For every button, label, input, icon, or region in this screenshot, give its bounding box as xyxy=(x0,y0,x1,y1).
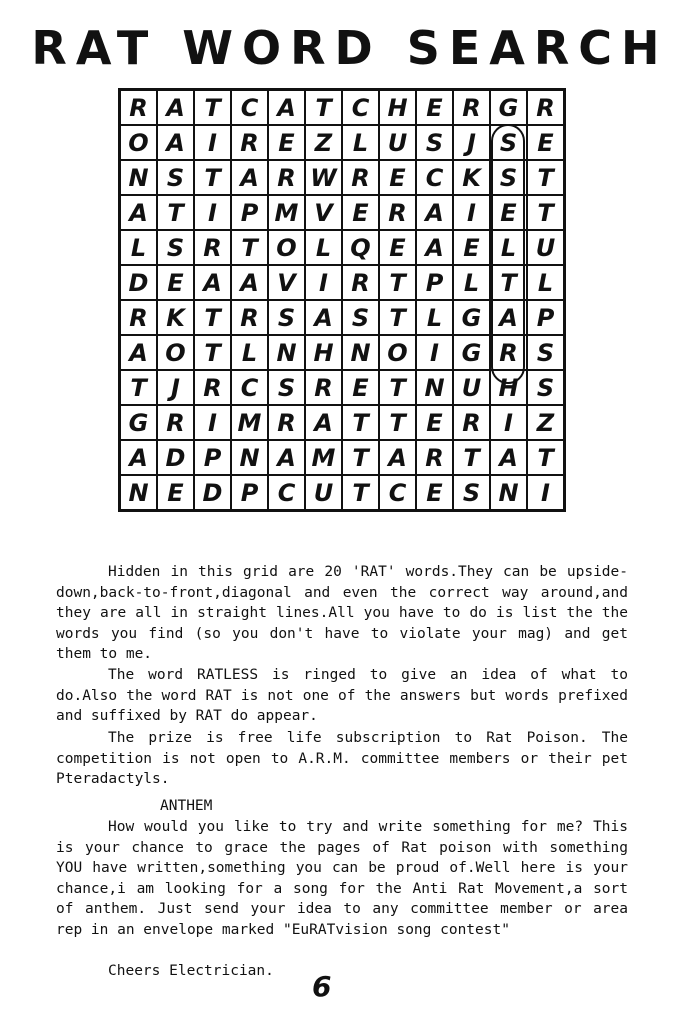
grid-cell: A xyxy=(416,195,453,230)
grid-cell: E xyxy=(157,265,194,300)
grid-cell: D xyxy=(120,265,158,300)
grid-cell: C xyxy=(231,370,268,405)
grid-row xyxy=(120,440,565,475)
grid-cell: E xyxy=(490,195,527,230)
grid-cell: E xyxy=(342,370,379,405)
grid-cell: G xyxy=(490,90,527,126)
grid-cell: V xyxy=(305,195,342,230)
grid-row xyxy=(120,90,565,126)
grid-cell: G xyxy=(453,300,490,335)
instructions-paragraph: Hidden in this grid are 20 'RAT' words.They can be upside-down,back-to-front,diagonal and even the correct way around,and they are all in straight lines.All you have to do is list the the words you find (so you don't have to violate your mag) and get them to me. xyxy=(56,564,628,662)
grid-cell: D xyxy=(157,440,194,475)
grid-cell: O xyxy=(379,335,416,370)
grid-cell: U xyxy=(305,475,342,511)
grid-cell: R xyxy=(305,370,342,405)
grid-cell: A xyxy=(490,440,527,475)
grid-cell: A xyxy=(120,335,158,370)
grid-cell: A xyxy=(194,265,231,300)
example-paragraph: The word RATLESS is ringed to give an idea of what to do.Also the word RAT is not one of the answers but words prefixed and suffixed by RAT do appear. xyxy=(56,667,628,724)
grid-cell: S xyxy=(490,160,527,195)
grid-cell: T xyxy=(527,195,565,230)
grid-cell: L xyxy=(231,335,268,370)
grid-cell: N xyxy=(120,160,158,195)
grid-row xyxy=(120,405,565,440)
grid-cell: A xyxy=(268,440,305,475)
grid-cell: R xyxy=(231,300,268,335)
grid-cell: T xyxy=(527,160,565,195)
grid-cell: S xyxy=(527,370,565,405)
grid-cell: K xyxy=(157,300,194,335)
grid-cell: C xyxy=(268,475,305,511)
grid-cell: L xyxy=(120,230,158,265)
grid-cell: E xyxy=(268,125,305,160)
grid-cell: V xyxy=(268,265,305,300)
grid-cell: G xyxy=(453,335,490,370)
grid-cell: E xyxy=(416,90,453,126)
grid-cell: R xyxy=(194,230,231,265)
grid-cell: R xyxy=(120,300,158,335)
grid-cell: H xyxy=(379,90,416,126)
page-number: 6 xyxy=(312,970,332,1003)
grid-cell: R xyxy=(416,440,453,475)
grid-cell: T xyxy=(305,90,342,126)
grid-cell: C xyxy=(342,90,379,126)
grid-cell: T xyxy=(527,440,565,475)
grid-cell: M xyxy=(231,405,268,440)
grid-cell: G xyxy=(120,405,158,440)
grid-cell: T xyxy=(120,370,158,405)
grid-cell: C xyxy=(379,475,416,511)
grid-cell: L xyxy=(416,300,453,335)
grid-cell: I xyxy=(453,195,490,230)
grid-cell: S xyxy=(453,475,490,511)
grid-cell: R xyxy=(379,195,416,230)
grid-cell: R xyxy=(342,265,379,300)
anthem-paragraph: How would you like to try and write something for me? This is your chance to grace the pages of Rat poison with something YOU have written,something you can be proud of.Well here is your chance,i am looking for a song for the Anti Rat Movement,a sort of anthem. Just send your idea to any committee member or area rep in an envelope marked "EuRATvision song contest" xyxy=(56,819,628,938)
grid-cell: T xyxy=(379,405,416,440)
grid-cell: P xyxy=(231,475,268,511)
grid-cell: E xyxy=(527,125,565,160)
grid-cell: A xyxy=(416,230,453,265)
grid-cell: R xyxy=(194,370,231,405)
grid-cell: T xyxy=(379,370,416,405)
grid-cell: R xyxy=(268,160,305,195)
grid-cell: L xyxy=(305,230,342,265)
grid-cell: S xyxy=(157,160,194,195)
grid-cell: S xyxy=(157,230,194,265)
grid-cell: E xyxy=(379,230,416,265)
grid-cell: L xyxy=(490,230,527,265)
grid-cell: T xyxy=(194,300,231,335)
grid-cell: P xyxy=(527,300,565,335)
grid-cell: R xyxy=(268,405,305,440)
grid-cell: R xyxy=(527,90,565,126)
grid-cell: O xyxy=(157,335,194,370)
grid-cell: N xyxy=(231,440,268,475)
grid-cell: N xyxy=(342,335,379,370)
grid-cell: T xyxy=(342,405,379,440)
grid-cell: U xyxy=(379,125,416,160)
grid-cell: T xyxy=(453,440,490,475)
grid-cell: S xyxy=(342,300,379,335)
grid-cell: U xyxy=(527,230,565,265)
grid-cell: T xyxy=(342,440,379,475)
grid-cell: P xyxy=(231,195,268,230)
grid-cell: A xyxy=(157,90,194,126)
grid-cell: A xyxy=(490,300,527,335)
grid-cell: A xyxy=(120,440,158,475)
grid-cell: N xyxy=(490,475,527,511)
grid-cell: E xyxy=(342,195,379,230)
grid-cell: I xyxy=(305,265,342,300)
grid-cell: S xyxy=(268,300,305,335)
grid-cell: R xyxy=(453,90,490,126)
page-title: RAT WORD SEARCH xyxy=(31,21,669,75)
grid-cell: C xyxy=(416,160,453,195)
grid-row xyxy=(120,475,565,511)
grid-cell: H xyxy=(305,335,342,370)
ratless-ring xyxy=(491,124,525,384)
grid-cell: J xyxy=(453,125,490,160)
grid-cell: H xyxy=(490,370,527,405)
anthem-heading: ANTHEM xyxy=(160,798,213,814)
grid-cell: N xyxy=(416,370,453,405)
grid-cell: U xyxy=(453,370,490,405)
grid-cell: T xyxy=(157,195,194,230)
grid-cell: A xyxy=(231,265,268,300)
grid-cell: N xyxy=(120,475,158,511)
grid-cell: P xyxy=(416,265,453,300)
grid-cell: A xyxy=(268,90,305,126)
grid-cell: R xyxy=(453,405,490,440)
grid-cell: K xyxy=(453,160,490,195)
grid-cell: A xyxy=(231,160,268,195)
grid-cell: E xyxy=(379,160,416,195)
grid-cell: T xyxy=(490,265,527,300)
signoff: Cheers Electrician. xyxy=(108,963,274,979)
grid-cell: L xyxy=(453,265,490,300)
grid-cell: T xyxy=(194,160,231,195)
grid-cell: M xyxy=(268,195,305,230)
grid-cell: T xyxy=(194,335,231,370)
grid-cell: A xyxy=(157,125,194,160)
grid-cell: I xyxy=(527,475,565,511)
grid-cell: D xyxy=(194,475,231,511)
grid-cell: J xyxy=(157,370,194,405)
grid-cell: I xyxy=(194,125,231,160)
grid-cell: E xyxy=(416,475,453,511)
grid-cell: S xyxy=(527,335,565,370)
grid-cell: M xyxy=(305,440,342,475)
grid-cell: S xyxy=(416,125,453,160)
grid-cell: S xyxy=(490,125,527,160)
grid-cell: R xyxy=(120,90,158,126)
grid-cell: A xyxy=(379,440,416,475)
grid-cell: A xyxy=(120,195,158,230)
grid-cell: Q xyxy=(342,230,379,265)
grid-cell: Z xyxy=(305,125,342,160)
grid-cell: S xyxy=(268,370,305,405)
grid-cell: I xyxy=(194,405,231,440)
grid-cell: P xyxy=(194,440,231,475)
grid-cell: E xyxy=(416,405,453,440)
grid-cell: W xyxy=(305,160,342,195)
grid-cell: T xyxy=(379,265,416,300)
grid-cell: R xyxy=(490,335,527,370)
grid-cell: E xyxy=(157,475,194,511)
grid-cell: A xyxy=(305,300,342,335)
grid-cell: Z xyxy=(527,405,565,440)
grid-cell: C xyxy=(231,90,268,126)
grid-cell: T xyxy=(231,230,268,265)
grid-cell: O xyxy=(120,125,158,160)
prize-paragraph: The prize is free life subscription to Rat Poison. The competition is not open to A.R.M. committee members or their pet Pteradactyls. xyxy=(56,730,628,787)
grid-cell: I xyxy=(490,405,527,440)
grid-cell: E xyxy=(453,230,490,265)
grid-cell: R xyxy=(231,125,268,160)
grid-cell: O xyxy=(268,230,305,265)
grid-cell: R xyxy=(157,405,194,440)
grid-cell: L xyxy=(527,265,565,300)
grid-cell: A xyxy=(305,405,342,440)
grid-cell: N xyxy=(268,335,305,370)
grid-cell: L xyxy=(342,125,379,160)
grid-cell: T xyxy=(379,300,416,335)
grid-cell: R xyxy=(342,160,379,195)
grid-cell: T xyxy=(342,475,379,511)
grid-cell: T xyxy=(194,90,231,126)
grid-cell: I xyxy=(416,335,453,370)
grid-cell: I xyxy=(194,195,231,230)
